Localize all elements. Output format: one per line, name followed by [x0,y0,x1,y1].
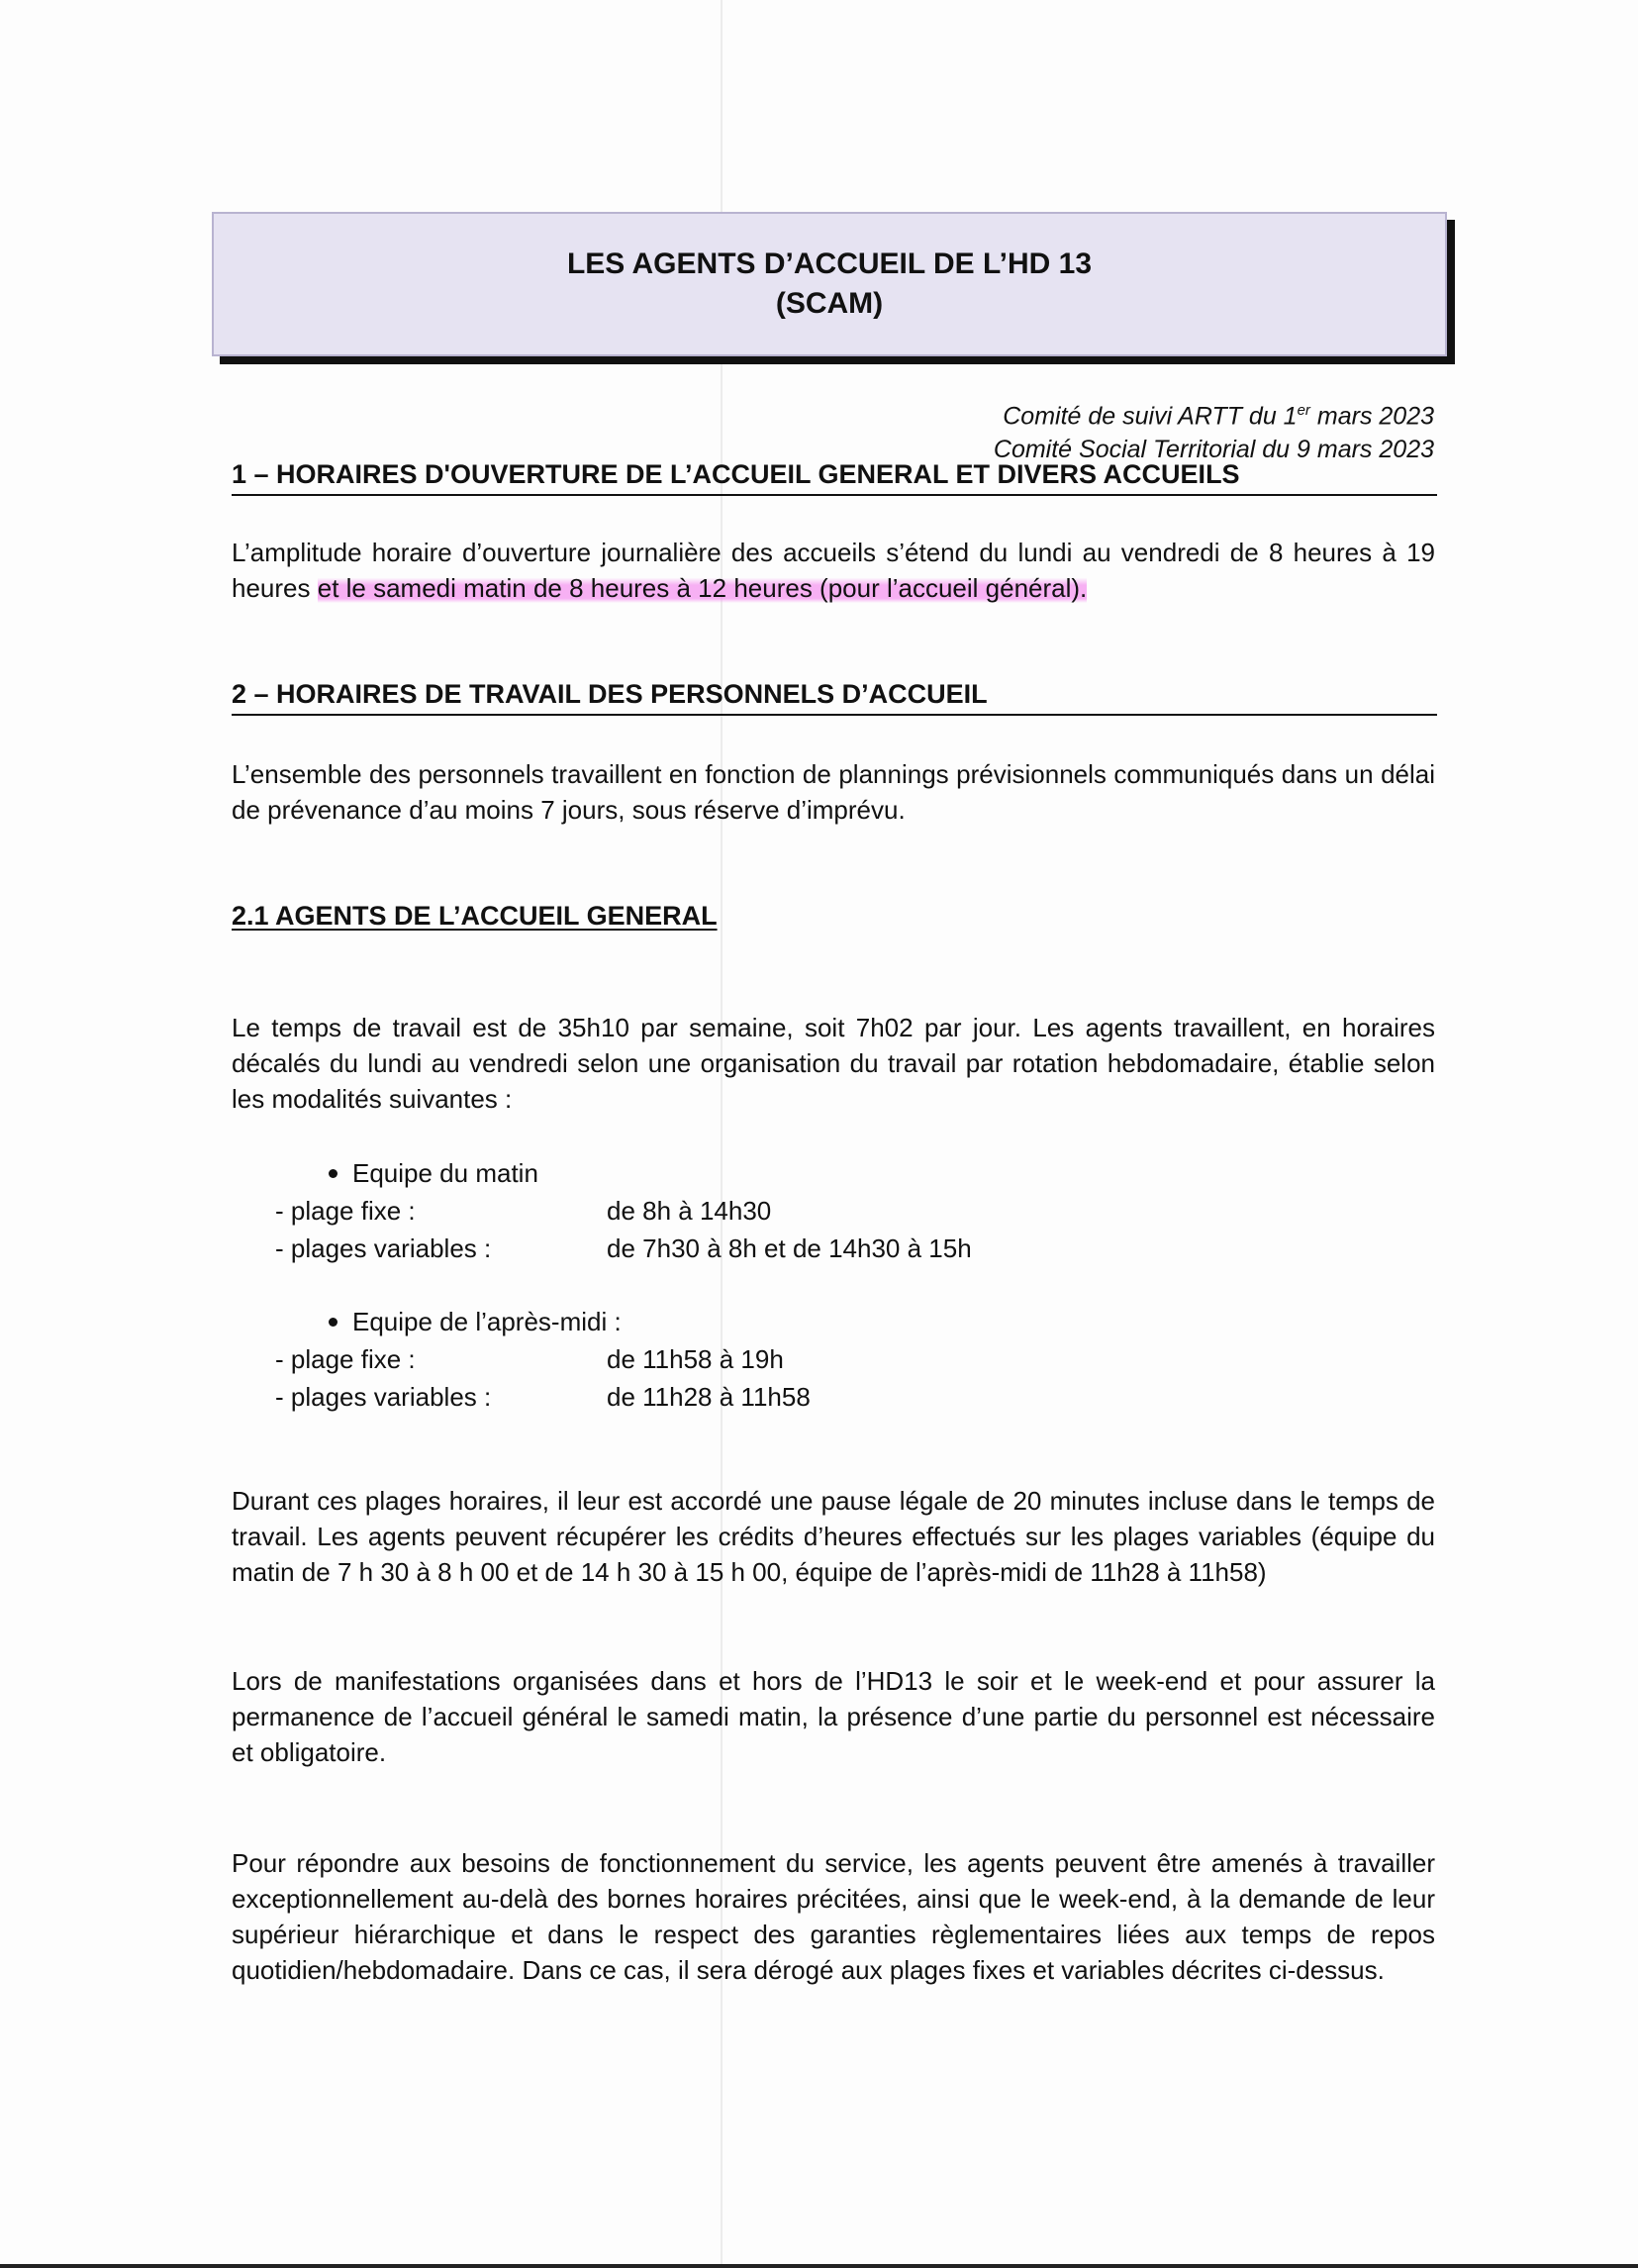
manifestations-paragraph: Lors de manifestations organisées dans et hors de l’HD13 le soir et le week-end et pour assurer la permanence de l’accueil général le samedi matin, la présence d’une partie du personnel est nécessaire et obligatoire. [232,1666,1435,1767]
team-morning-title: Equipe du matin [275,1154,972,1192]
meta-line-artt: Comité de suivi ARTT du 1er mars 2023 [1003,402,1434,431]
meeting-references [994,394,1434,466]
section-1-paragraph: L’amplitude horaire d’ouverture journalière des accueils s’étend du lundi au vendredi de 8 heures à 19 heures et le samedi matin de 8 heures à 12 heures (pour l’accueil général). [232,538,1435,603]
title-box [212,212,1447,356]
besoins-paragraph: Pour répondre aux besoins de fonctionnement du service, les agents peuvent être amenés à travailler exceptionnellement au-delà des bornes horaires précitées, ainsi que le week-end, à la demande de leur supérieur hiérarchique et dans le respect des garanties règlementaires liées aux temps de repos quotidien/hebdomadaire. Dans ce cas, il sera dérogé aux plages fixes et variables décrites ci-dessus. [232,1848,1435,1985]
scan-bottom-edge [0,2264,1638,2268]
team-afternoon-row-fixed: - plage fixe : de 11h58 à 19h [275,1344,784,1374]
highlighted-text: et le samedi matin de 8 heures à 12 heures (pour l’accueil général). [317,573,1088,603]
team-afternoon [275,1303,811,1416]
section-2-paragraph: L’ensemble des personnels travaillent en fonction de plannings prévisionnels communiqués dans un délai de prévenance d’au moins 7 jours, sous réserve d’imprévu. [232,759,1435,825]
team-afternoon-row-variable: - plages variables : de 11h28 à 11h58 [275,1382,811,1412]
pause-paragraph: Durant ces plages horaires, il leur est accordé une pause légale de 20 minutes incluse dans le temps de travail. Les agents peuvent récupérer les crédits d’heures effectués sur les plages variables (équipe du matin de 7 h 30 à 8 h 00 et de 14 h 30 à 15 h 00, équipe de l’après-midi de 11h28 à 11h58) [232,1486,1435,1587]
team-morning-row-fixed: - plage fixe : de 8h à 14h30 [275,1196,772,1226]
section-2-1-heading: 2.1 AGENTS DE L’ACCUEIL GENERAL [232,901,718,931]
document-title: LES AGENTS D’ACCUEIL DE L’HD 13 [566,247,1093,280]
meta-line-cst: Comité Social Territorial du 9 mars 2023 [993,436,1434,464]
section-2-heading: 2 – HORAIRES DE TRAVAIL DES PERSONNELS D’ACCUEIL [232,679,1437,716]
team-morning-row-variable: - plages variables : de 7h30 à 8h et de 14h30 à 15h [275,1233,972,1263]
section-1-heading: 1 – HORAIRES D'OUVERTURE DE L’ACCUEIL GENERAL ET DIVERS ACCUEILS [232,459,1437,496]
document-subtitle: (SCAM) [775,287,884,320]
section-2-1-intro: Le temps de travail est de 35h10 par semaine, soit 7h02 par jour. Les agents travaillent, en horaires décalés du lundi au vendredi selon une organisation du travail par rotation hebdomadaire, établie selon les modalités suivantes : [232,1013,1435,1114]
team-afternoon-title: Equipe de l’après-midi : [275,1303,811,1340]
team-morning [275,1154,972,1267]
